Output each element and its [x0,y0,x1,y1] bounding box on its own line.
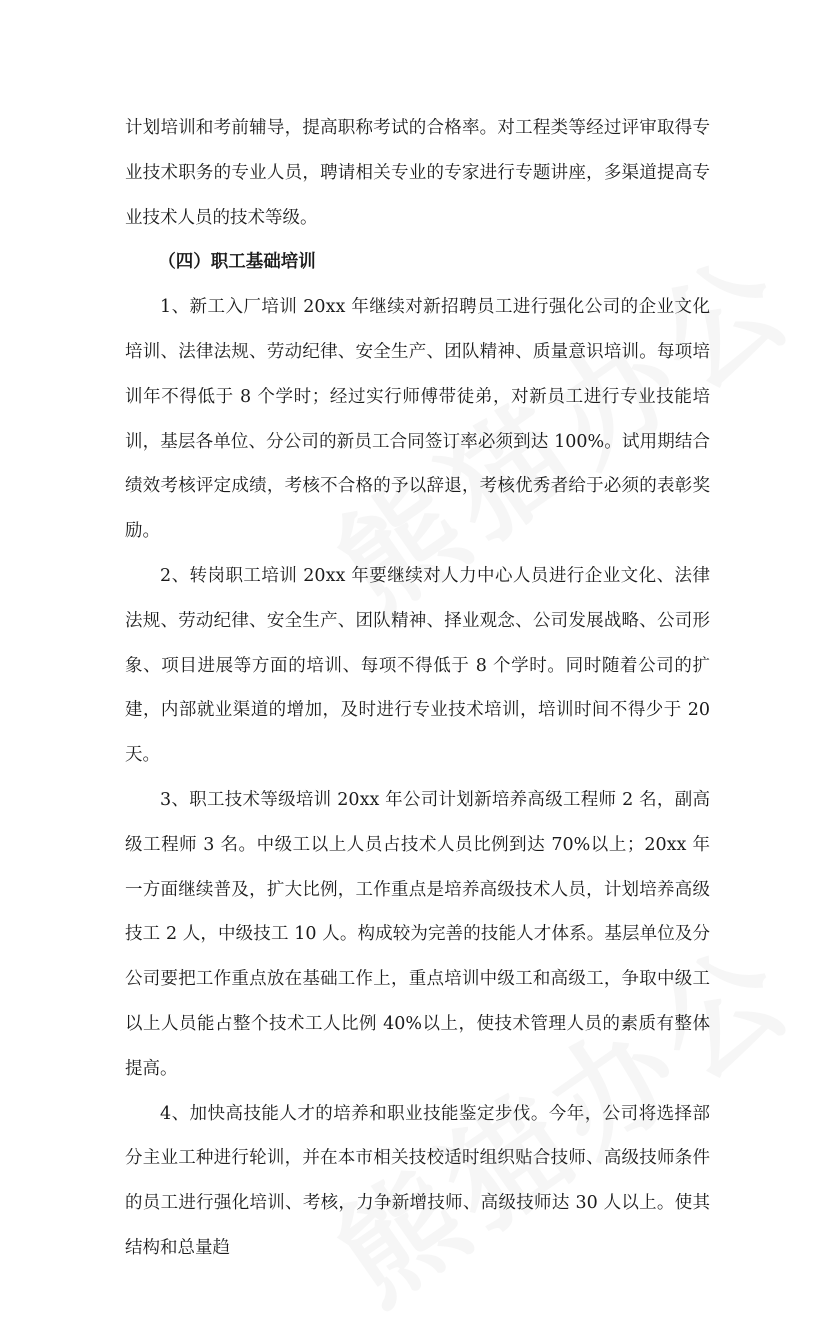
paragraph-continuation: 计划培训和考前辅导，提高职称考试的合格率。对工程类等经过评审取得专业技术职务的专业人员，聘请相关专业的专家进行专题讲座，多渠道提高专业技术人员的技术等级。 [125,118,710,228]
paragraph-transfer-training: 2、转岗职工培训 20xx 年要继续对人力中心人员进行企业文化、法律法规、劳动纪律、安全生产、团队精神、择业观念、公司发展战略、公司形象、项目进展等方面的培训、每项不得低于 8 个学时。同时随着公司的扩建，内部就业渠道的增加，及时进行专业技术培训，培训时间不得少于 20 天。 [125,565,710,766]
paragraph-high-skill-training: 4、加快高技能人才的培养和职业技能鉴定步伐。今年，公司将选择部分主业工种进行轮训，并在本市相关技校适时组织贴合技师、高级技师条件的员工进行强化培训、考核，力争新增技师、高级技师达 30 人以上。使其结构和总量趋 [125,1103,710,1258]
document-body [125,106,710,1271]
section-heading: （四）职工基础培训 [158,252,316,273]
paragraph-technical-grade-training: 3、职工技术等级培训 20xx 年公司计划新培养高级工程师 2 名，副高级工程师 3 名。中级工以上人员占技术人员比例到达 70%以上；20xx 年一方面继续普及，扩大比例，工作重点是培养高级技术人员，计划培养高级技工 2 人，中级技工 10 人。构成较为完善的技能人才体系。基层单位及分公司要把工作重点放在基础工作上，重点培训中级工和高级工，争取中级工以上人员能占整个技术工人比例 40%以上，使技术管理人员的素质有整体提高。 [125,789,710,1079]
paragraph-new-employee-training: 1、新工入厂培训 20xx 年继续对新招聘员工进行强化公司的企业文化培训、法律法规、劳动纪律、安全生产、团队精神、质量意识培训。每项培训年不得低于 8 个学时；经过实行师傅带徒弟，对新员工进行专业技能培训，基层各单位、分公司的新员工合同签订率必须到达 100%。试用期结合绩效考核评定成绩，考核不合格的予以辞退，考核优秀者给于必须的表彰奖励。 [125,297,710,542]
